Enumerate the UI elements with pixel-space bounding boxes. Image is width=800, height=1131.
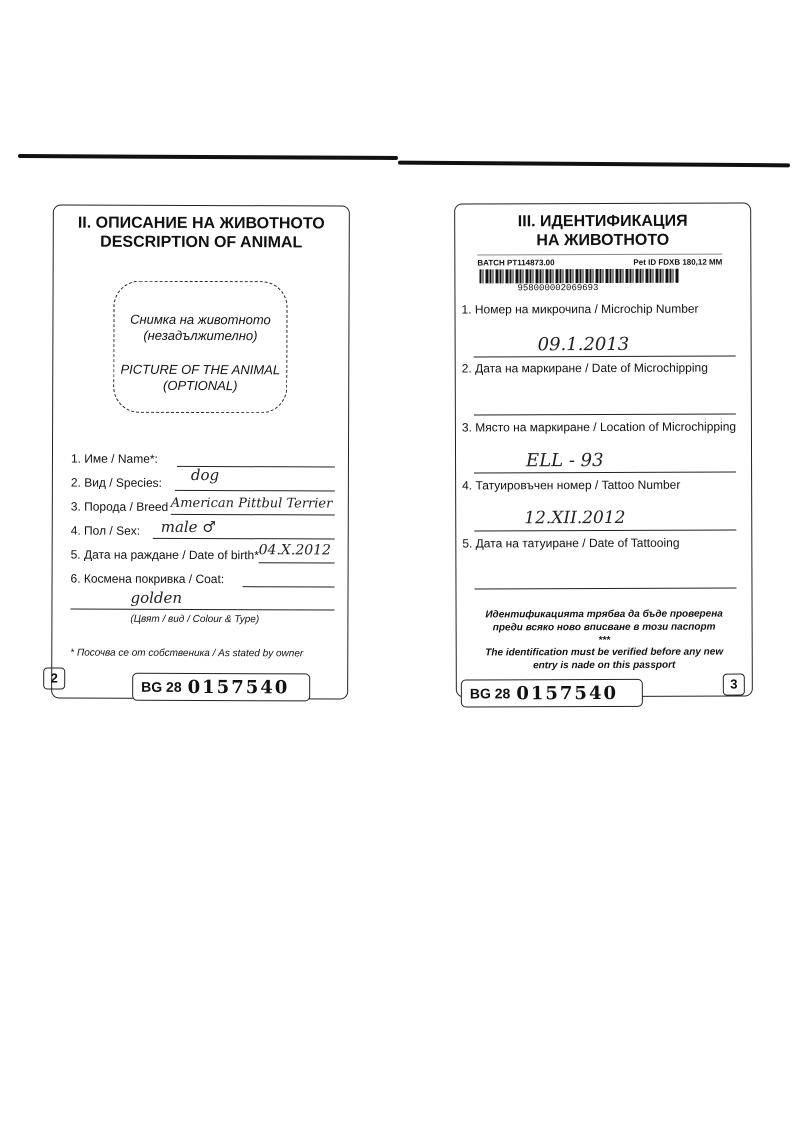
- photo-optional-bg: (незадължително): [143, 327, 258, 344]
- owner-footnote: * Посочва се от собственика / As stated by owner: [70, 647, 304, 660]
- field-label-species: 2. Вид / Species:: [70, 475, 162, 490]
- scan-edge-line: [398, 161, 790, 168]
- page-title: [54, 213, 349, 252]
- coat-value: golden: [130, 588, 183, 607]
- field-label-chip-date: 2. Дата на маркиране / Date of Microchipping: [461, 360, 708, 376]
- field-label-microchip: 1. Номер на микрочипа / Microchip Number: [461, 301, 699, 317]
- barcode-icon: [479, 269, 679, 284]
- tattoo-number-line: [474, 530, 736, 532]
- dob-value: 04.X.2012: [258, 542, 331, 559]
- passport-serial: [132, 673, 310, 702]
- breed-value: American Pittbul Terrier: [170, 495, 333, 512]
- batch-number: BATCH PT114873.00: [477, 258, 555, 268]
- title-line-2: НА ЖИВОТНОТО: [536, 231, 670, 250]
- photo-placeholder: [113, 281, 287, 414]
- note-separator: ***: [598, 634, 611, 647]
- tattoo-date-line: [474, 588, 736, 590]
- coat-caption: (Цвят / вид / Colour & Type): [130, 613, 260, 626]
- microchip-date-value: 09.1.2013: [537, 333, 630, 356]
- field-label-dob: 5. Дата на раждане / Date of birth*: [70, 547, 259, 563]
- microchip-number-line: [474, 356, 736, 358]
- serial-prefix: BG 28: [141, 678, 182, 695]
- photo-label-bg: Снимка на животното: [130, 311, 271, 328]
- field-label-breed: 3. Порода / Breed: [70, 499, 169, 514]
- field-label-tattoo-date: 5. Дата на татуиране / Date of Tattooing: [462, 535, 680, 551]
- description-page: [51, 204, 350, 699]
- field-label-name: 1. Име / Name*:: [70, 451, 158, 466]
- page-number: 2: [43, 667, 65, 689]
- verification-note-en: The identification must be verified before any new entry is nade on this passport: [485, 646, 724, 672]
- chip-location-value: ELL - 93: [526, 450, 604, 472]
- photo-label-en: PICTURE OF THE ANIMAL: [120, 361, 281, 378]
- chip-location-line: [474, 472, 736, 474]
- verification-note-bg: Идентификацията трябва да бъде проверена преди всяко ново вписване в този паспорт: [485, 608, 723, 634]
- serial-prefix: BG 28: [469, 685, 511, 702]
- coat-field-line: [243, 586, 335, 587]
- species-value: dog: [190, 465, 220, 485]
- coat-value-line: [70, 609, 334, 611]
- title-line-1: III. ИДЕНТИФИКАЦИЯ: [517, 212, 688, 231]
- page-number: 3: [723, 674, 745, 696]
- passport-serial: [461, 679, 643, 708]
- title-en: DESCRIPTION OF ANIMAL: [100, 233, 303, 252]
- chip-date-line: [474, 414, 736, 416]
- species-field-line: [175, 490, 335, 492]
- dob-field-line: [259, 562, 335, 563]
- barcode-number: 958000002069693: [517, 283, 599, 294]
- photo-optional-en: (OPTIONAL): [163, 377, 238, 394]
- serial-number: 0157540: [516, 682, 619, 704]
- title-bg: II. ОПИСАНИЕ НА ЖИВОТНОТО: [77, 214, 325, 233]
- field-label-chip-location: 3. Място на маркиране / Location of Microchipping: [461, 419, 737, 435]
- pet-id: Pet ID FDXB 180,12 MM: [633, 257, 723, 267]
- identification-page: [454, 202, 753, 704]
- sex-field-line: [153, 538, 335, 540]
- serial-number: 0157540: [187, 676, 290, 698]
- field-label-sex: 4. Пол / Sex:: [70, 523, 141, 538]
- field-label-tattoo: 4. Татуировъчен номер / Tattoo Number: [462, 477, 681, 493]
- breed-field-line: [171, 514, 335, 516]
- tattoo-value: 12.XII.2012: [524, 507, 626, 529]
- page-title: [455, 211, 750, 250]
- sex-value: male ♂: [160, 517, 216, 537]
- scan-edge-line: [18, 154, 398, 160]
- field-label-coat: 6. Космена покривка / Coat:: [70, 571, 225, 587]
- microchip-sticker: [477, 254, 722, 302]
